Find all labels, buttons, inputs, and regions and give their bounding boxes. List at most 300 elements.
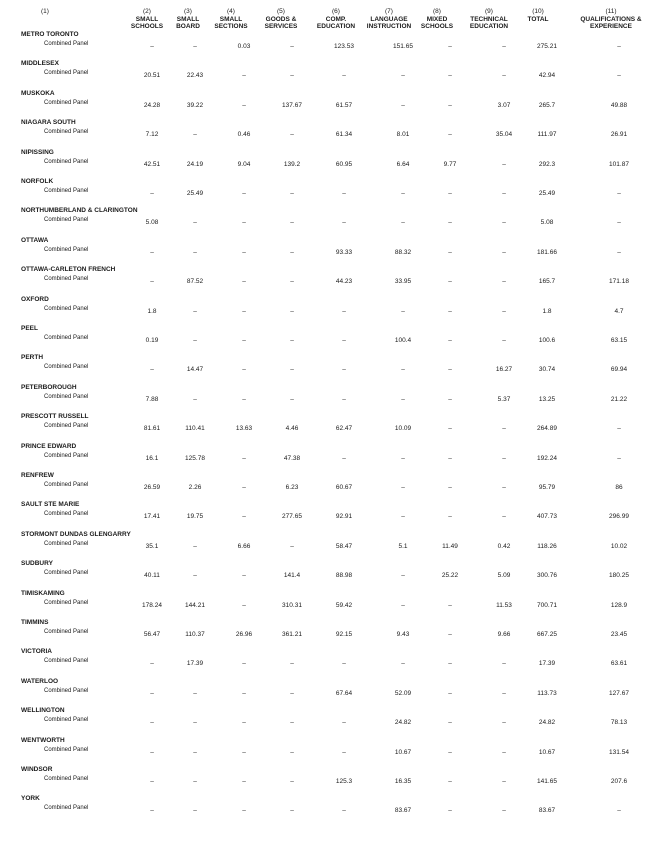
table-cell: 14.47 bbox=[186, 366, 204, 374]
table-cell: 24.19 bbox=[186, 160, 204, 168]
table-cell: – bbox=[290, 366, 294, 374]
table-cell: 39.22 bbox=[186, 101, 204, 109]
row-panel-label: Combined Panel bbox=[44, 482, 89, 488]
table-cell: – bbox=[193, 542, 197, 550]
table-cell: – bbox=[242, 660, 246, 668]
table-cell: 264.89 bbox=[537, 425, 557, 433]
table-cell: 87.52 bbox=[186, 278, 204, 286]
table-cell: 52.09 bbox=[394, 689, 412, 697]
table-cell: – bbox=[502, 160, 506, 168]
table-cell: 180.25 bbox=[609, 572, 629, 580]
row-region-name: RENFREW bbox=[21, 472, 54, 479]
column-header bbox=[15, 8, 75, 16]
column-number: (9) bbox=[485, 8, 493, 15]
table-cell: 11.49 bbox=[442, 542, 458, 550]
table-cell: 10.02 bbox=[610, 542, 628, 550]
table-cell: – bbox=[242, 601, 246, 609]
column-label: SMALL SCHOOLS bbox=[130, 15, 164, 30]
table-cell: – bbox=[448, 719, 452, 727]
table-cell: – bbox=[448, 337, 452, 344]
table-cell: – bbox=[290, 131, 294, 139]
table-cell: – bbox=[502, 807, 506, 815]
table-cell: 62.47 bbox=[335, 425, 353, 433]
table-cell: 13.25 bbox=[538, 395, 556, 403]
table-cell: – bbox=[502, 719, 506, 727]
table-cell: – bbox=[617, 807, 621, 815]
row-panel-label: Combined Panel bbox=[44, 687, 89, 694]
table-cell: 667.25 bbox=[537, 631, 557, 638]
table-cell: – bbox=[150, 748, 154, 756]
table-cell: – bbox=[242, 190, 246, 197]
table-cell: 165.7 bbox=[538, 278, 556, 286]
row-panel-label: Combined Panel bbox=[44, 70, 89, 77]
row-region-name: PRINCE EDWARD bbox=[21, 442, 77, 450]
row-region-name: WENTWORTH bbox=[21, 736, 65, 744]
table-cell: 100.4 bbox=[394, 337, 412, 344]
table-cell: – bbox=[502, 307, 506, 315]
row-panel-label: Combined Panel bbox=[44, 217, 89, 224]
table-cell: 69.94 bbox=[610, 366, 628, 374]
table-cell: – bbox=[242, 572, 246, 580]
row-panel-label: Combined Panel bbox=[44, 129, 89, 136]
column-number: (6) bbox=[332, 8, 340, 15]
table-cell: 139.2 bbox=[283, 160, 301, 168]
table-cell: 6.66 bbox=[237, 542, 251, 550]
row-panel-label: Combined Panel bbox=[44, 717, 89, 724]
table-cell: – bbox=[193, 748, 197, 756]
table-cell: – bbox=[401, 660, 405, 668]
row-panel-label: Combined Panel bbox=[44, 41, 89, 47]
table-cell: 47.38 bbox=[283, 454, 301, 462]
table-cell: – bbox=[502, 43, 506, 50]
row-region-name: PETERBOROUGH bbox=[21, 383, 77, 391]
table-cell: – bbox=[290, 748, 294, 756]
table-cell: 151.65 bbox=[393, 43, 413, 50]
row-region-name: NIPISSING bbox=[21, 148, 54, 156]
table-cell: – bbox=[290, 190, 294, 197]
table-cell: 292.3 bbox=[538, 160, 556, 168]
table-cell: 0.42 bbox=[497, 542, 511, 550]
table-cell: 60.95 bbox=[335, 160, 353, 168]
table-cell: 275.21 bbox=[537, 43, 557, 50]
table-cell: – bbox=[401, 572, 405, 580]
table-cell: 127.67 bbox=[609, 689, 629, 697]
table-cell: 111.97 bbox=[537, 131, 557, 139]
table-cell: – bbox=[401, 454, 405, 462]
column-header bbox=[575, 8, 647, 31]
table-cell: – bbox=[242, 72, 246, 80]
row-region-name: PEEL bbox=[21, 325, 38, 332]
table-cell: 19.75 bbox=[186, 513, 204, 521]
table-cell: – bbox=[150, 248, 154, 256]
row-panel-label: Combined Panel bbox=[44, 805, 89, 812]
column-label: SMALL SECTIONS bbox=[214, 15, 248, 30]
row-panel-label: Combined Panel bbox=[44, 746, 89, 753]
table-cell: – bbox=[290, 719, 294, 727]
column-header bbox=[168, 8, 208, 31]
table-cell: 4.7 bbox=[614, 307, 624, 315]
row-region-name: MUSKOKA bbox=[21, 89, 55, 97]
row-region-name: SAULT STE MARIE bbox=[21, 501, 80, 509]
row-region-name: STORMONT DUNDAS GLENGARRY bbox=[21, 530, 131, 538]
table-cell: 5.37 bbox=[497, 395, 511, 403]
table-cell: 16.1 bbox=[145, 454, 159, 462]
table-cell: 86 bbox=[615, 484, 623, 491]
table-cell: – bbox=[617, 43, 621, 50]
table-cell: 310.31 bbox=[282, 601, 302, 609]
table-cell: 9.77 bbox=[443, 160, 457, 168]
column-label: TOTAL bbox=[527, 15, 549, 23]
table-cell: 9.04 bbox=[237, 160, 251, 168]
row-region-name: METRO TORONTO bbox=[21, 31, 79, 38]
table-cell: – bbox=[342, 719, 346, 727]
table-cell: 0.03 bbox=[237, 43, 251, 50]
row-panel-label: Combined Panel bbox=[44, 599, 89, 606]
table-cell: – bbox=[448, 278, 452, 286]
table-cell: – bbox=[193, 778, 197, 785]
row-panel-label: Combined Panel bbox=[44, 511, 89, 518]
table-cell: 113.73 bbox=[537, 689, 557, 697]
table-cell: 88.32 bbox=[394, 248, 412, 256]
table-cell: – bbox=[290, 337, 294, 344]
table-cell: – bbox=[502, 454, 506, 462]
column-header bbox=[415, 8, 459, 31]
table-cell: 125.3 bbox=[335, 778, 353, 785]
column-number: (11) bbox=[605, 8, 617, 15]
row-region-name: VICTORIA bbox=[21, 648, 52, 656]
table-cell: – bbox=[290, 660, 294, 668]
table-cell: 17.39 bbox=[538, 660, 556, 668]
table-cell: – bbox=[342, 307, 346, 315]
table-cell: – bbox=[150, 807, 154, 815]
table-cell: 125.78 bbox=[185, 454, 205, 462]
row-region-name: TIMISKAMING bbox=[21, 589, 65, 597]
table-cell: – bbox=[448, 248, 452, 256]
table-cell: 49.88 bbox=[610, 101, 628, 109]
table-cell: – bbox=[193, 219, 197, 227]
table-cell: 67.64 bbox=[335, 689, 353, 697]
row-panel-label: Combined Panel bbox=[44, 658, 89, 665]
row-panel-label: Combined Panel bbox=[44, 246, 89, 253]
table-cell: 61.57 bbox=[335, 101, 353, 109]
table-cell: 17.39 bbox=[186, 660, 204, 668]
table-cell: – bbox=[502, 190, 506, 197]
column-header bbox=[364, 8, 414, 31]
table-cell: – bbox=[502, 748, 506, 756]
table-cell: 42.94 bbox=[538, 72, 556, 80]
table-cell: – bbox=[150, 366, 154, 374]
table-cell: 1.8 bbox=[542, 307, 552, 315]
column-number: (2) bbox=[143, 8, 151, 15]
table-cell: 131.54 bbox=[609, 748, 629, 756]
table-cell: – bbox=[150, 278, 154, 286]
table-cell: – bbox=[401, 601, 405, 609]
row-region-name: WATERLOO bbox=[21, 677, 59, 685]
table-cell: 178.24 bbox=[142, 601, 162, 609]
table-cell: – bbox=[242, 513, 246, 521]
row-panel-label: Combined Panel bbox=[44, 629, 89, 635]
table-cell: – bbox=[448, 807, 452, 815]
table-cell: – bbox=[193, 248, 197, 256]
table-cell: – bbox=[193, 572, 197, 580]
table-cell: 26.96 bbox=[235, 631, 253, 638]
table-cell: – bbox=[401, 72, 405, 80]
table-cell: 141.65 bbox=[537, 778, 557, 785]
column-header bbox=[518, 8, 558, 23]
table-cell: 56.47 bbox=[143, 631, 161, 638]
row-region-name: OTTAWA bbox=[21, 236, 49, 244]
table-cell: 24.28 bbox=[143, 101, 161, 109]
table-cell: 118.26 bbox=[537, 542, 557, 550]
table-cell: – bbox=[448, 631, 452, 638]
table-cell: – bbox=[617, 425, 621, 433]
row-panel-label: Combined Panel bbox=[44, 393, 89, 400]
table-cell: – bbox=[401, 366, 405, 374]
table-cell: 6.23 bbox=[285, 484, 299, 491]
table-cell: 2.26 bbox=[188, 484, 202, 491]
table-cell: 5.08 bbox=[145, 219, 159, 227]
table-cell: 93.33 bbox=[335, 248, 353, 256]
table-cell: – bbox=[502, 72, 506, 80]
table-cell: 137.67 bbox=[282, 101, 302, 109]
table-cell: 141.4 bbox=[283, 572, 301, 580]
table-cell: 110.41 bbox=[185, 425, 205, 433]
table-cell: – bbox=[401, 395, 405, 403]
table-cell: – bbox=[242, 101, 246, 109]
table-cell: 7.88 bbox=[145, 395, 159, 403]
row-panel-label: Combined Panel bbox=[44, 776, 89, 782]
row-panel-label: Combined Panel bbox=[44, 158, 89, 165]
table-cell: – bbox=[342, 337, 346, 344]
table-cell: – bbox=[448, 307, 452, 315]
table-cell: – bbox=[242, 278, 246, 286]
table-cell: 110.37 bbox=[185, 631, 205, 638]
table-cell: – bbox=[242, 219, 246, 227]
table-cell: – bbox=[242, 748, 246, 756]
table-cell: 700.71 bbox=[537, 601, 557, 609]
column-label: TECHNICAL EDUCATION bbox=[469, 15, 509, 30]
table-cell: 0.19 bbox=[145, 337, 159, 344]
table-cell: – bbox=[448, 43, 452, 50]
table-cell: 16.27 bbox=[495, 366, 513, 374]
table-cell: – bbox=[502, 219, 506, 227]
table-cell: – bbox=[290, 307, 294, 315]
table-cell: – bbox=[448, 484, 452, 491]
table-cell: – bbox=[342, 660, 346, 668]
table-cell: – bbox=[150, 719, 154, 727]
row-panel-label: Combined Panel bbox=[44, 99, 89, 106]
table-cell: 78.13 bbox=[610, 719, 628, 727]
table-cell: – bbox=[242, 719, 246, 727]
table-cell: – bbox=[290, 72, 294, 80]
table-cell: 88.98 bbox=[335, 572, 353, 580]
table-cell: 35.04 bbox=[495, 131, 513, 139]
row-region-name: NIAGARA SOUTH bbox=[21, 119, 76, 127]
table-cell: 13.63 bbox=[235, 425, 253, 433]
row-region-name: TIMMINS bbox=[21, 619, 49, 626]
table-cell: 4.46 bbox=[285, 425, 299, 433]
table-cell: – bbox=[502, 484, 506, 491]
table-cell: 128.9 bbox=[610, 601, 628, 609]
table-cell: – bbox=[193, 307, 197, 315]
table-cell: 0.46 bbox=[237, 131, 251, 139]
table-cell: – bbox=[448, 689, 452, 697]
table-cell: – bbox=[502, 248, 506, 256]
column-label: MIXED SCHOOLS bbox=[420, 15, 454, 30]
row-region-name: SUDBURY bbox=[21, 560, 53, 568]
table-cell: 296.99 bbox=[609, 513, 629, 521]
table-cell: – bbox=[290, 542, 294, 550]
table-cell: – bbox=[150, 43, 154, 50]
table-cell: 26.91 bbox=[610, 131, 628, 139]
table-cell: 59.42 bbox=[335, 601, 353, 609]
table-cell: 26.59 bbox=[143, 484, 161, 491]
row-panel-label: Combined Panel bbox=[44, 423, 89, 430]
table-cell: 16.35 bbox=[394, 778, 412, 785]
column-header bbox=[124, 8, 170, 31]
table-cell: 361.21 bbox=[282, 631, 302, 638]
table-cell: – bbox=[342, 807, 346, 815]
table-cell: 5.08 bbox=[540, 219, 554, 227]
table-cell: – bbox=[617, 454, 621, 462]
table-cell: – bbox=[242, 807, 246, 815]
table-cell: – bbox=[401, 513, 405, 521]
table-cell: – bbox=[242, 337, 246, 344]
table-cell: 17.41 bbox=[143, 513, 161, 521]
table-cell: 181.66 bbox=[537, 248, 557, 256]
column-number: (5) bbox=[277, 8, 285, 15]
table-cell: – bbox=[193, 689, 197, 697]
table-cell: – bbox=[448, 72, 452, 80]
table-cell: 20.51 bbox=[143, 72, 161, 80]
table-cell: 24.82 bbox=[394, 719, 412, 727]
table-cell: – bbox=[617, 190, 621, 197]
table-cell: 83.67 bbox=[394, 807, 412, 815]
table-cell: – bbox=[448, 219, 452, 227]
column-label: COMP. EDUCATION bbox=[316, 15, 356, 30]
table-cell: – bbox=[502, 337, 506, 344]
table-cell: 300.76 bbox=[537, 572, 557, 580]
table-cell: 100.6 bbox=[538, 337, 556, 344]
table-cell: 40.11 bbox=[144, 572, 160, 580]
table-cell: – bbox=[617, 219, 621, 227]
table-cell: 207.6 bbox=[610, 778, 628, 785]
table-cell: – bbox=[290, 689, 294, 697]
table-cell: 42.51 bbox=[143, 160, 161, 168]
table-cell: 5.09 bbox=[497, 572, 511, 580]
table-cell: 10.67 bbox=[538, 748, 556, 756]
table-cell: – bbox=[448, 454, 452, 462]
column-number: (10) bbox=[532, 8, 544, 15]
table-cell: – bbox=[342, 366, 346, 374]
table-cell: 92.15 bbox=[335, 631, 353, 638]
table-cell: 44.23 bbox=[335, 278, 353, 286]
table-cell: – bbox=[617, 72, 621, 80]
table-cell: – bbox=[193, 395, 197, 403]
table-cell: – bbox=[401, 101, 405, 109]
table-cell: – bbox=[448, 190, 452, 197]
table-cell: – bbox=[193, 131, 197, 139]
table-cell: 144.21 bbox=[185, 601, 205, 609]
table-cell: 101.87 bbox=[609, 160, 629, 168]
table-cell: 30.74 bbox=[538, 366, 556, 374]
table-cell: – bbox=[448, 425, 452, 433]
column-header bbox=[208, 8, 254, 31]
table-cell: – bbox=[448, 748, 452, 756]
column-label: QUALIFICATIONS & EXPERIENCE bbox=[580, 15, 642, 30]
table-cell: – bbox=[290, 778, 294, 785]
table-cell: 407.73 bbox=[537, 513, 557, 521]
table-cell: 22.43 bbox=[186, 72, 204, 80]
table-cell: – bbox=[290, 219, 294, 227]
table-cell: 6.64 bbox=[396, 160, 410, 168]
column-header bbox=[464, 8, 514, 31]
row-panel-label: Combined Panel bbox=[44, 364, 89, 371]
table-cell: – bbox=[448, 101, 452, 109]
row-panel-label: Combined Panel bbox=[44, 188, 89, 194]
row-panel-label: Combined Panel bbox=[44, 276, 89, 283]
table-cell: – bbox=[502, 660, 506, 668]
table-cell: 9.43 bbox=[396, 631, 410, 638]
table-cell: – bbox=[242, 484, 246, 491]
table-cell: – bbox=[242, 689, 246, 697]
column-label: SMALL BOARD bbox=[176, 15, 200, 30]
table-cell: – bbox=[342, 190, 346, 197]
table-cell: 58.47 bbox=[335, 542, 353, 550]
row-region-name: NORTHUMBERLAND & CLARINGTON bbox=[21, 207, 138, 215]
column-header bbox=[306, 8, 366, 31]
table-cell: 81.61 bbox=[143, 425, 161, 433]
table-cell: 63.15 bbox=[610, 337, 628, 344]
column-label: LANGUAGE INSTRUCTION bbox=[366, 15, 412, 30]
row-panel-label: Combined Panel bbox=[44, 305, 89, 312]
table-cell: 33.95 bbox=[394, 278, 412, 286]
table-cell: – bbox=[290, 278, 294, 286]
table-cell: – bbox=[401, 484, 405, 491]
table-cell: 3.07 bbox=[497, 101, 511, 109]
table-cell: 5.1 bbox=[398, 542, 408, 550]
table-cell: – bbox=[342, 72, 346, 80]
row-region-name: NORFOLK bbox=[21, 178, 54, 185]
table-cell: – bbox=[193, 43, 197, 50]
table-cell: – bbox=[193, 337, 197, 344]
column-number: (4) bbox=[227, 8, 235, 15]
table-cell: – bbox=[290, 43, 294, 50]
table-cell: 10.67 bbox=[394, 748, 412, 756]
row-panel-label: Combined Panel bbox=[44, 452, 89, 459]
table-cell: – bbox=[502, 689, 506, 697]
table-cell: 192.24 bbox=[537, 454, 557, 462]
table-cell: – bbox=[150, 190, 154, 197]
row-region-name: PERTH bbox=[21, 354, 44, 362]
row-region-name: OTTAWA-CARLETON FRENCH bbox=[21, 266, 116, 274]
table-cell: 9.66 bbox=[497, 631, 511, 638]
table-cell: 83.67 bbox=[538, 807, 556, 815]
table-cell: – bbox=[502, 278, 506, 286]
table-cell: – bbox=[242, 395, 246, 403]
table-cell: – bbox=[193, 719, 197, 727]
column-header bbox=[253, 8, 309, 31]
table-cell: – bbox=[401, 219, 405, 227]
table-cell: 24.82 bbox=[538, 719, 556, 727]
table-cell: – bbox=[193, 807, 197, 815]
table-cell: – bbox=[448, 513, 452, 521]
table-cell: 7.12 bbox=[145, 131, 159, 139]
row-region-name: WELLINGTON bbox=[21, 707, 65, 715]
table-cell: 21.22 bbox=[610, 395, 628, 403]
table-cell: – bbox=[150, 778, 154, 785]
table-cell: – bbox=[242, 307, 246, 315]
